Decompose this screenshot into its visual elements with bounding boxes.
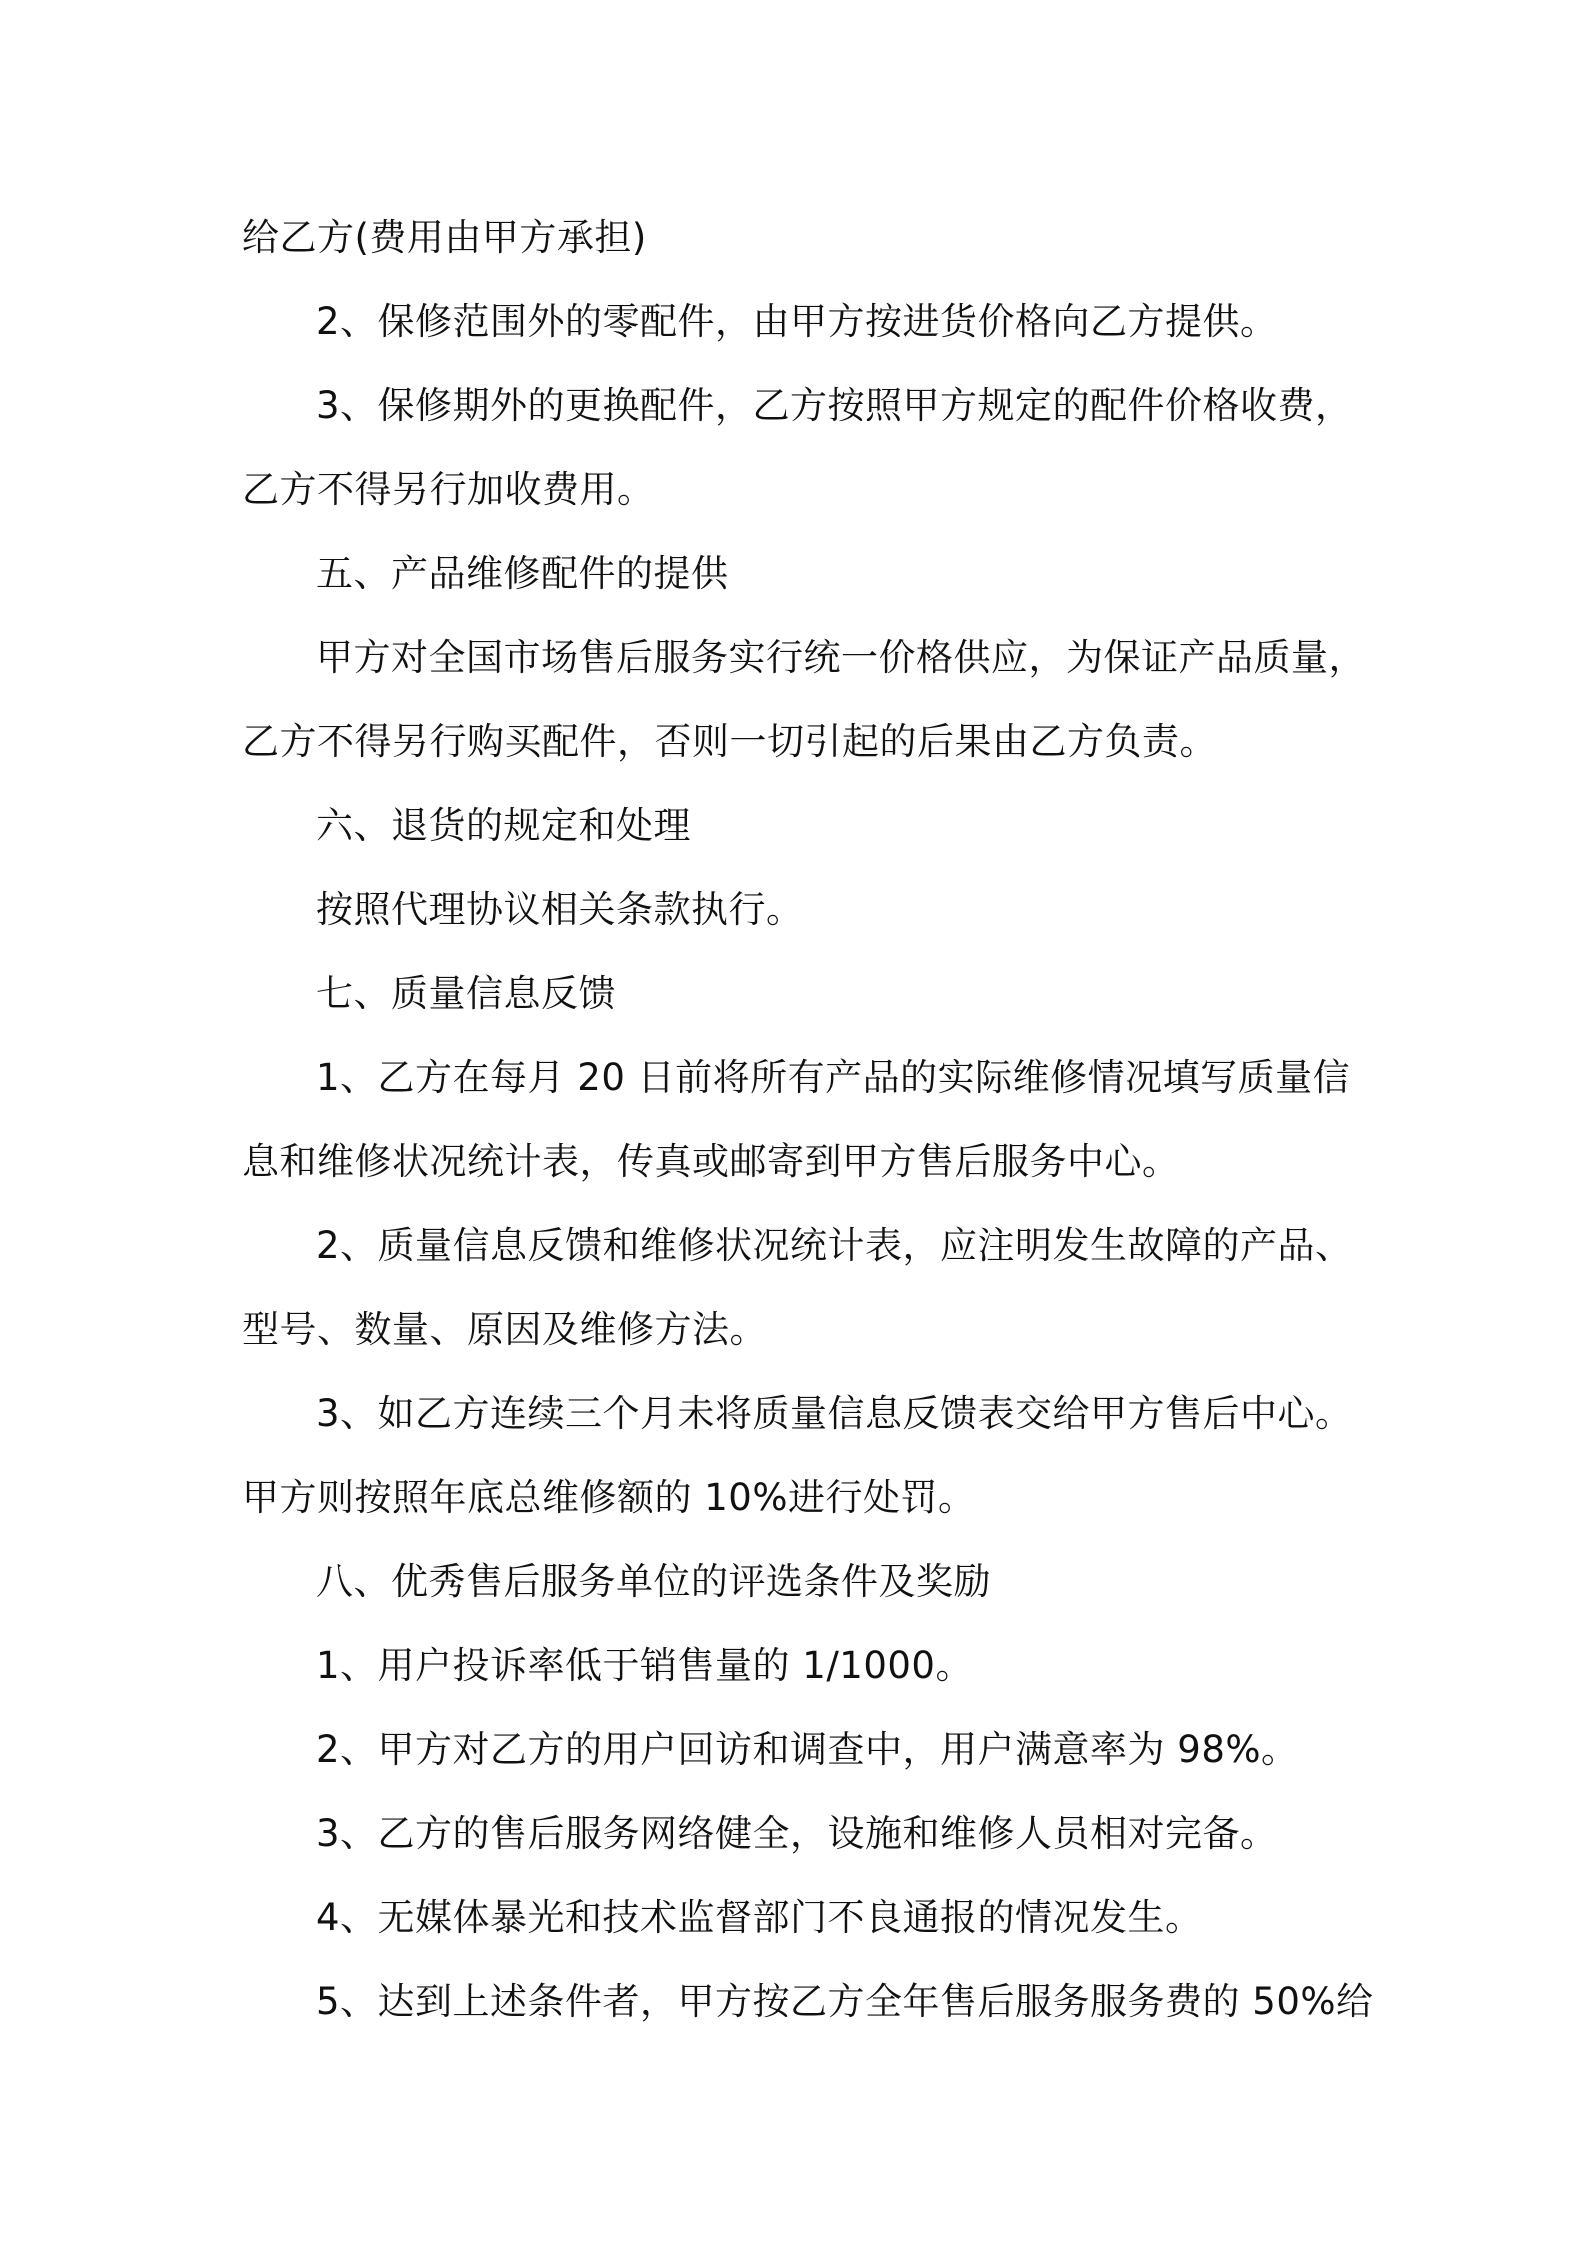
- section-heading: 六、退货的规定和处理: [316, 804, 691, 847]
- paragraph-line: 按照代理协议相关条款执行。: [316, 888, 804, 931]
- paragraph-line: 型号、数量、原因及维修方法。: [242, 1308, 767, 1351]
- paragraph-line: 甲方则按照年底总维修额的 10%进行处罚。: [242, 1476, 976, 1519]
- paragraph-line: 乙方不得另行加收费用。: [242, 468, 655, 511]
- section-heading: 八、优秀售后服务单位的评选条件及奖励: [316, 1560, 991, 1603]
- paragraph-line: 甲方对全国市场售后服务实行统一价格供应，为保证产品质量，: [316, 636, 1366, 679]
- paragraph-line: 3、保修期外的更换配件，乙方按照甲方规定的配件价格收费，: [316, 384, 1353, 427]
- section-heading: 七、质量信息反馈: [316, 972, 616, 1015]
- paragraph-line: 乙方不得另行购买配件，否则一切引起的后果由乙方负责。: [242, 720, 1217, 763]
- paragraph-line: 息和维修状况统计表，传真或邮寄到甲方售后服务中心。: [242, 1140, 1180, 1183]
- paragraph-line: 5、达到上述条件者，甲方按乙方全年售后服务服务费的 50%给: [316, 1980, 1374, 2023]
- paragraph-line: 1、乙方在每月 20 日前将所有产品的实际维修情况填写质量信: [316, 1056, 1351, 1099]
- paragraph-line: 3、乙方的售后服务网络健全，设施和维修人员相对完备。: [316, 1812, 1278, 1855]
- section-heading: 五、产品维修配件的提供: [316, 552, 729, 595]
- paragraph-line: 1、用户投诉率低于销售量的 1/1000。: [316, 1644, 973, 1687]
- paragraph-line: 2、质量信息反馈和维修状况统计表，应注明发生故障的产品、: [316, 1224, 1353, 1267]
- paragraph-line: 4、无媒体暴光和技术监督部门不良通报的情况发生。: [316, 1896, 1203, 1939]
- paragraph-line: 3、如乙方连续三个月未将质量信息反馈表交给甲方售后中心。: [316, 1392, 1353, 1435]
- document-body: [242, 196, 1374, 2044]
- paragraph-line: 2、保修范围外的零配件，由甲方按进货价格向乙方提供。: [316, 300, 1278, 343]
- paragraph-line: 2、甲方对乙方的用户回访和调查中，用户满意率为 98%。: [316, 1728, 1299, 1771]
- paragraph-line: 给乙方(费用由甲方承担): [242, 216, 647, 259]
